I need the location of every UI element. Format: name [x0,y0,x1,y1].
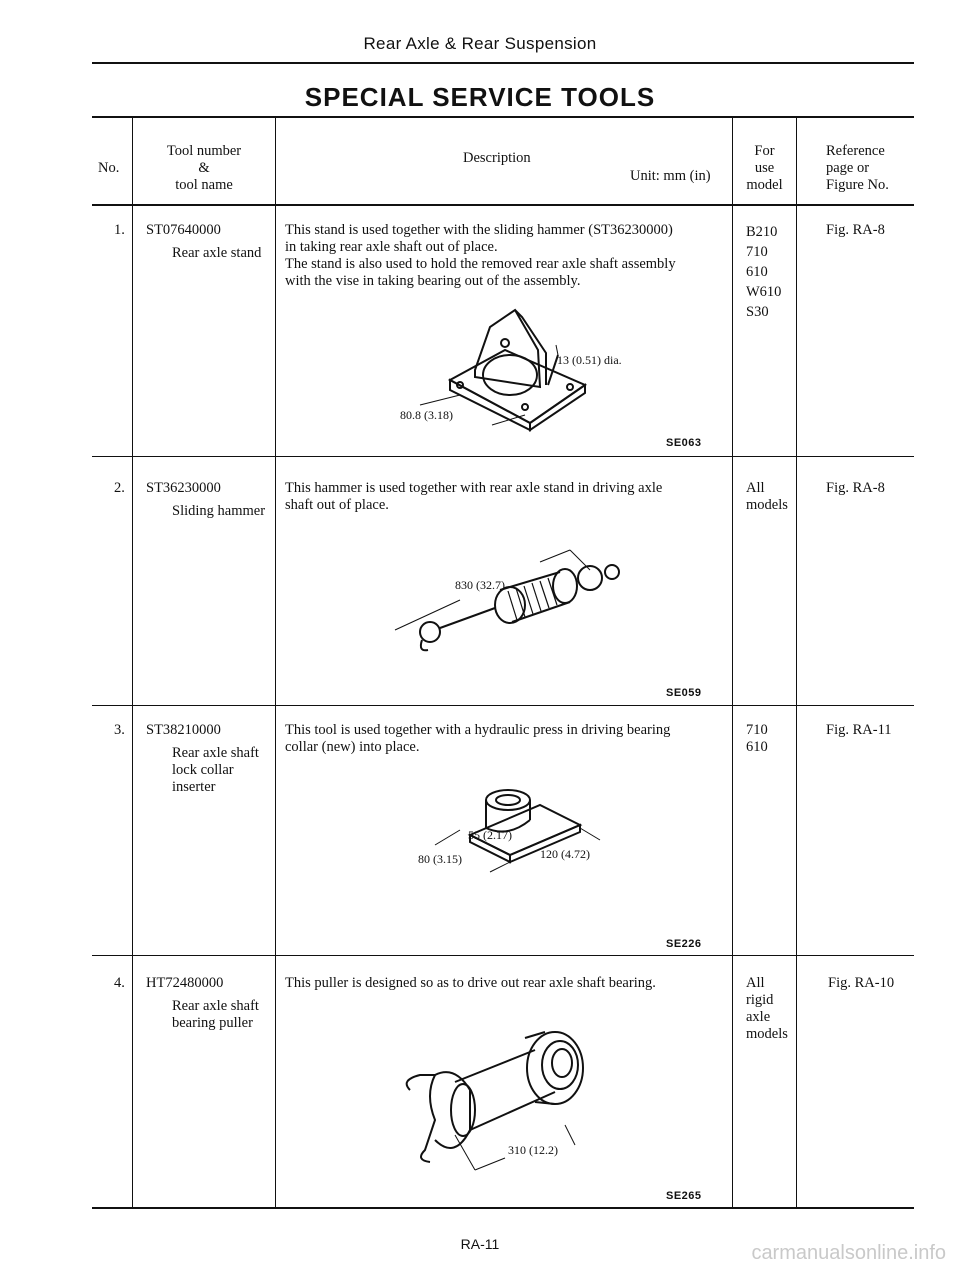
model-list [746,222,781,322]
column-header-reference [826,143,889,194]
column-header-no: No. [98,160,120,176]
column-divider-tool [275,118,276,1208]
figure-code: SE226 [666,938,702,950]
page-title: SPECIAL SERVICE TOOLS [304,82,656,112]
tool-name-line: Rear axle shaft [172,998,259,1014]
column-header-unit: Unit: mm (in) [630,168,711,184]
tool-number: ST36230000 [146,480,221,496]
row-number: 2. [114,480,125,496]
description-line: This stand is used together with the sliding hammer (ST36230000) [285,222,673,238]
model-item: 610 [746,739,768,755]
tool-name-line: lock collar [172,762,234,778]
tool-header-line-2: & [198,160,210,176]
tool-name [172,745,259,796]
page-number: RA-11 [460,1236,500,1252]
model-header-line-2: use [754,160,775,176]
column-divider-description [732,118,733,1208]
tool-name-line: bearing puller [172,1015,253,1031]
row-number: 4. [114,975,125,991]
tool-description [285,722,725,756]
tool-name [172,998,259,1032]
description-line: The stand is also used to hold the removed rear axle shaft assembly [285,256,676,272]
row-number: 3. [114,722,125,738]
model-list [746,722,768,756]
model-item: S30 [746,304,769,320]
tool-name: Sliding hammer [172,503,266,519]
reference-header-line-3: Figure No. [826,177,889,193]
dimension-label: 120 (4.72) [540,847,590,861]
model-item: rigid [746,992,774,1008]
column-header-tool [133,143,275,194]
dimension-label: 830 (32.7) [455,578,505,592]
tool-name-line: inserter [172,779,216,795]
column-header-model [733,143,796,194]
header-rule [92,62,914,64]
dimension-label: 80.8 (3.18) [400,408,453,422]
tool-name-line: Rear axle shaft [172,745,259,761]
row-divider-3 [92,955,914,956]
model-header-line-3: model [746,177,783,193]
description-line: collar (new) into place. [285,739,420,755]
tool-description [285,222,725,290]
dimension-label: 55 (2.17) [468,828,512,842]
row-divider-1 [92,456,914,457]
reference-figure: Fig. RA-8 [826,222,885,238]
row-number: 1. [114,222,125,238]
table-header-rule [92,204,914,206]
model-item: axle [746,1009,771,1025]
reference-header-line-1: Reference [826,143,885,159]
model-item: All [746,480,765,496]
column-header-description: Description [463,150,531,166]
tool-name: Rear axle stand [172,245,262,261]
description-line: shaft out of place. [285,497,389,513]
description-line: This puller is designed so as to drive out rear axle shaft bearing. [285,975,656,991]
figure-code: SE063 [666,437,702,449]
tool-description [285,480,725,514]
model-item: models [746,497,788,513]
model-item: B210 [746,224,778,240]
table-bottom-rule [92,1207,914,1209]
column-divider-model [796,118,797,1208]
figure-code: SE265 [666,1190,702,1202]
dimension-label: 13 (0.51) dia. [557,353,622,367]
sliding-hammer-icon [400,550,630,660]
tool-header-line-1: Tool number [166,143,242,159]
model-item: models [746,1026,788,1042]
model-list [746,480,788,514]
table-top-rule [92,116,914,118]
tool-number: ST38210000 [146,722,221,738]
tool-description [285,975,725,992]
tool-header-line-3: tool name [175,177,233,193]
bearing-puller-icon [395,1020,615,1180]
description-line: This hammer is used together with rear axle stand in driving axle [285,480,663,496]
reference-figure: Fig. RA-8 [826,480,885,496]
model-header-line-1: For [754,143,775,159]
dimension-label: 310 (12.2) [508,1143,558,1157]
model-item: 710 [746,244,768,260]
lock-collar-inserter-icon [440,760,620,880]
tool-number: HT72480000 [146,975,224,991]
watermark: carmanualsonline.info [751,1242,946,1264]
description-line: This tool is used together with a hydraulic press in driving bearing [285,722,671,738]
model-item: 610 [746,264,768,280]
reference-figure: Fig. RA-11 [826,722,892,738]
row-divider-2 [92,705,914,706]
model-item: W610 [746,284,782,300]
description-line: with the vise in taking bearing out of the assembly. [285,273,581,289]
model-list [746,975,788,1043]
section-heading: Rear Axle & Rear Suspension [363,34,597,53]
reference-header-line-2: page or [826,160,870,176]
description-line: in taking rear axle shaft out of place. [285,239,498,255]
figure-code: SE059 [666,687,702,699]
tool-number: ST07640000 [146,222,221,238]
model-item: All [746,975,765,991]
model-item: 710 [746,722,768,738]
column-divider-no [132,118,133,1208]
reference-figure: Fig. RA-10 [828,975,895,991]
dimension-label: 80 (3.15) [418,852,462,866]
